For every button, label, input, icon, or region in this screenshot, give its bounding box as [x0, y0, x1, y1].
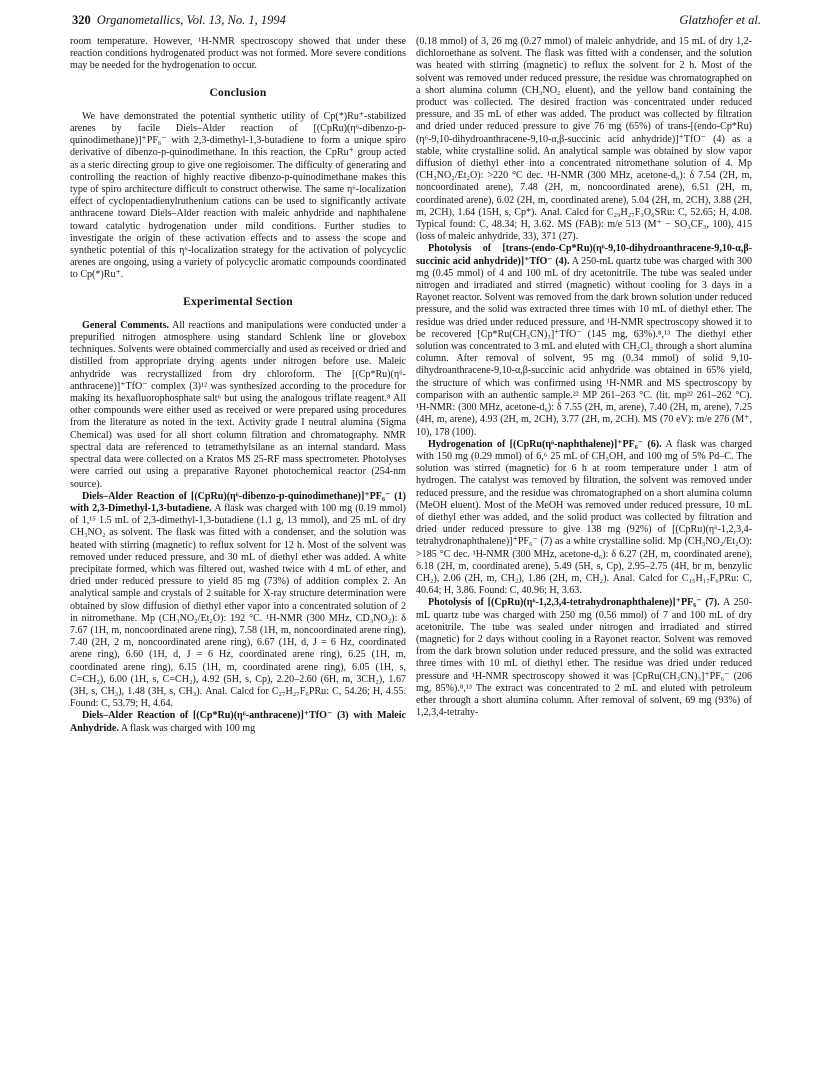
hydrogenation-title: Hydrogenation of [(CpRu(η⁶-naphthalene)]⁺PF₆⁻ (6).: [428, 438, 662, 450]
page-number: 320: [72, 13, 91, 27]
hydrogenation-paragraph: [416, 439, 752, 598]
photolysis-7-title: Photolysis of [(CpRu)(η⁶-1,2,3,4-tetrahydronaphthalene)]⁺PF₆⁻ (7).: [428, 597, 720, 609]
left-column: [70, 36, 406, 1061]
diels-alder-2-title: Diels–Alder Reaction of [(Cp*Ru)(η⁶-anthracene)]⁺TfO⁻ (3) with Maleic Anhydride.: [70, 710, 406, 734]
running-header-authors: Glatzhofer et al.: [679, 13, 761, 27]
photolysis-4-title: Photolysis of [trans-(endo-Cp*Ru)(η⁶-9,10-dihydroanthracene-9,10-α,β-succinic acid anhydride)]⁺TfO⁻ (4).: [416, 243, 752, 267]
right-column: [416, 36, 752, 1061]
journal-citation: Organometallics, Vol. 13, No. 1, 1994: [96, 13, 286, 27]
diels-alder-1-title: Diels–Alder Reaction of [(CpRu)(η⁶-dibenzo-p-quinodimethane)]⁺PF₆⁻ (1) with 2,3-Dimethyl-1,3-butadiene.: [70, 490, 406, 514]
diels-alder-1-paragraph: [70, 491, 406, 711]
diels-alder-2-paragraph: [70, 710, 406, 734]
hydrogenation-text: A flask was charged with 150 mg (0.29 mmol) of 6,⁶ 25 mL of CH₃OH, and 100 mg of 5% Pd–C. The solution was stirred (magnetic) for 6 h at room temperature under 1 atm of hydrogen. The catalyst was removed by filtration, the solvent was removed under reduced pressure, and the residue was chromatographed on a short alumina column (MeOH eluent). Most of the MeOH was removed under reduced pressure, 10 mL of diethyl ether was added, and the solid product was collected by filtration and dried under reduced pressure to give 138 mg (92%) of [(CpRu)(η⁶-1,2,3,4-tetrahydronaphthalene)]⁺PF₆⁻ (7) as a white crystalline solid. Mp (CH₃NO₂/Et₂O): >185 °C dec. ¹H-NMR (300 MHz, acetone-d₆): δ 6.27 (2H, m, coordinated arene), 6.18 (2H, m, coordinated arene), 5.49 (5H, s, Cp), 2.95–2.75 (4H, br m, benzylic CH₂), 2.06 (2H, m, CH₂), 1.86 (2H, m, CH₂). Anal. Calcd for C₁₅H₁₇F₆PRu: C, 40.64; H, 3.86. Found: C, 40.96; H, 3.63.: [416, 438, 752, 597]
conclusion-paragraph: We have demonstrated the potential synthetic utility of Cp(*)Ru⁺-stabilized arenes by facile Diels–Alder reaction of [(CpRu)(η⁶-dibenzo-p-quinodimethane)]⁺PF₆⁻ with 2,3-dimethyl-1,3-butadiene to form a unique spiro derivative of dibenzo-p-quinodimethane. In this reaction, the CpRu⁺ group acted as a steric directing group to give one regioisomer. The difficulty of generating and controlling the reaction of highly reactive dibenzo-p-quinodimethane makes this type of spiro architecture difficult to construct otherwise. The same η⁶-localization effect of cyclopentadienylruthenium cations can be used to significantly activate anthracene toward Diels–Alder reaction with maleic anhydride and naphthalene toward catalytic hydrogenation under mild conditions. Further studies to investigate the origin of these activation effects and to assess the scope and synthetic potential of this η⁶-localization strategy for the activation of polycyclic arenes are ongoing, using a variety of polycyclic aromatic compounds coordinated to Cp(*)Ru⁺.: [70, 110, 406, 281]
photolysis-7-paragraph: [416, 597, 752, 719]
diels-alder-2-text: A flask was charged with 100 mg: [120, 722, 256, 734]
photolysis-4-paragraph: [416, 243, 752, 438]
running-header-left: [72, 13, 286, 28]
photolysis-7-text: A 250-mL quartz tube was charged with 250 mg (0.56 mmol) of 7 and 100 mL of dry acetonitrile. The tube was sealed under nitrogen and irradiated and stirred (magnetic) for 2 days without cooling in a Rayonet reactor. Solvent was removed from the dark brown solution under reduced pressure, and the solid was extracted three times with 10 mL of diethyl ether. The residue was dried under reduced pressure and ¹H-NMR spectroscopy showed it was [CpRu(CH₃CN)₃]⁺PF₆⁻ (206 mg, 85%).⁸,¹³ The extract was concentrated to 2 mL and eluted with petroleum ether through a short alumina column. After removal of solvent, 69 mg (93%) of 1,2,3,4-tetrahy-: [416, 597, 752, 719]
general-comments-paragraph: [70, 320, 406, 491]
intro-paragraph: room temperature. However, ¹H-NMR spectroscopy showed that under these reaction conditions hydrogenated product was not formed. More severe conditions may be needed for the hydrogenation to occur.: [70, 36, 406, 72]
photolysis-4-text: A 250-mL quartz tube was charged with 300 mg (0.45 mmol) of 4 and 100 mL of dry acetonitrile. The tube was sealed under nitrogen and irradiated and stirred (magnetic) without cooling for 3 days in a Rayonet reactor. Solvent was removed from the dark brown solution under reduced pressure, and the solid was extracted three times with 10 mL of diethyl ether. The residue was dried under reduced pressure, and ¹H-NMR spectroscopy showed it to be recovered [Cp*Ru(CH₃CN)₃]⁺TfO⁻ (145 mg, 63%).⁸,¹³ The diethyl ether solution was concentrated to 3 mL and eluted with CH₂Cl₂ through a short alumina column. After removal of solvent, 95 mg (0.34 mmol) of solid 9,10-dihydroanthracene-9,10-α,β-succinic acid anhydride was obtained in 65% yield, the structure of which was confirmed using ¹H-NMR and MS spectroscopy by comparison with an authentic sample.²² MP 261–263 °C. (lit. mp²² 261–262 °C). ¹H-NMR: (300 MHz, acetone-d₆): δ 7.55 (2H, m, arene), 7.40 (2H, m, arene), 7.25 (4H, m, arene), 4.93 (2H, m, 2CH), 3.77 (2H, m, 2CH). MS (70 eV): m/e 276 (M⁺, 10), 178 (100).: [416, 255, 752, 438]
diels-alder-2-continuation: (0.18 mmol) of 3, 26 mg (0.27 mmol) of maleic anhydride, and 15 mL of dry 1,2-dichloroethane as solvent. The flask was fitted with a condenser, and the solution was heated with stirring (magnetic) to reflux the solvent for 2 h. Most of the solvent was removed under reduced pressure, the residue was chromatographed on a short alumina column (CH₃NO₂ eluent), and the yellow band containing the product was collected. The desired fraction was concentrated under reduced pressure, and 35 mL of ether was added. The product was collected by filtration and dried under reduced pressure to give 76 mg (65%) of trans-[(endo-Cp*Ru)(η⁶-9,10-dihydroanthracene-9,10-α,β-succinic acid anhydride)]⁺TfO⁻ (4) as a stable, white crystalline solid. An analytical sample was obtained by slow vapor diffusion of diethyl ether into a concentrated nitromethane solution of 4. Mp (CH₃NO₂/Et₂O): >220 °C dec. ¹H-NMR (300 MHz, acetone-d₆): δ 7.54 (2H, m, noncoordinated arene), 7.48 (2H, m, noncoordinated arene), 6.51 (2H, m, coordinated arene), 6.02 (2H, m, coordinated arene), 5.04 (2H, m, 2CH), 3.88 (2H, m, 2CH), 1.64 (15H, s, Cp*). Anal. Calcd for C₂₉H₂₇F₃O₆SRu: C, 52.65; H, 4.08. Typical found: C, 48.34; H, 3.62. MS (FAB): m/e 513 (M⁺ − SO₃CF₃, 100), 415 (loss of maleic anhydride, 33), 371 (27).: [416, 36, 752, 243]
diels-alder-1-text: A flask was charged with 100 mg (0.19 mmol) of 1,¹⁵ 1.5 mL of 2,3-dimethyl-1,3-butadiene (1.1 g, 13 mmol), and 25 mL of dry CH₃NO₂ as solvent. The flask was fitted with a condenser, and the solution was heated with stirring (magnetic) to reflux solvent for 12 h. Most of the solvent was removed under reduced pressure, and 30 mL of diethyl ether was added. A white precipitate formed, which was filtered out, washed twice with 4 mL of ether, and dried under reduced pressure to yield 85 mg (73%) of addition complex 2. An analytical sample and crystals of 2 suitable for X-ray structure determination were obtained by slow diffusion of diethyl ether vapor into a concentrated solution of 2 in nitromethane. Mp (CH₃NO₂/Et₂O): 192 °C. ¹H-NMR (300 MHz, CD₃NO₂): δ 7.67 (1H, m, noncoordinated arene ring), 7.58 (1H, m, noncoordinated arene ring), 7.40 (2H, 2 m, noncoordinated arene ring), 6.67 (1H, d, J = 6 Hz, coordinated arene ring), 6.60 (1H, d, J = 6 Hz, coordinated arene ring), 6.25 (1H, m, coordinated arene ring), 6.15 (1H, m, coordinated arene ring), 6.05 (1H, s, C=CH₂), 6.00 (1H, s, C=CH₂), 4.92 (5H, s, Cp), 2.20–2.60 (6H, m, 3CH₂), 1.67 (3H, s, CH₃), 1.48 (3H, s, CH₃). Anal. Calcd for C₂₇H₂₇F₆PRu: C, 54.26; H, 4.55. Found: C, 53.79; H, 4.64.: [70, 502, 406, 710]
experimental-heading: Experimental Section: [183, 295, 293, 308]
conclusion-heading: Conclusion: [209, 86, 267, 99]
general-comments-title: General Comments.: [82, 319, 170, 331]
general-comments-text: All reactions and manipulations were conducted under a prepurified nitrogen atmosphere using standard Schlenk line or glovebox techniques. Solvents were obtained commercially and used as received or dried and distilled from appropriate drying agents under nitrogen before use. Maleic anhydride was recrystallized from dry chloroform. The [(Cp*Ru)(η⁶-anthracene)]⁺TfO⁻ complex (3)¹² was synthesized according to the procedure for making its hexafluorophosphate salt⁶ but using the analogous triflate reagent.⁸ All other compounds were either used as received or were prepared using procedures from the literature as noted in the text. Activity grade I neutral alumina (Sigma Chemical) was used for all short column filtration and chromatography. NMR spectral data are referenced to tetramethylsilane as an internal standard. Mass spectral data were collected on a Kratos MS 25-RF mass spectrometer. Photolyses were carried out using a preparative Rayonet photochemical reactor (254-nm source).: [70, 319, 406, 490]
